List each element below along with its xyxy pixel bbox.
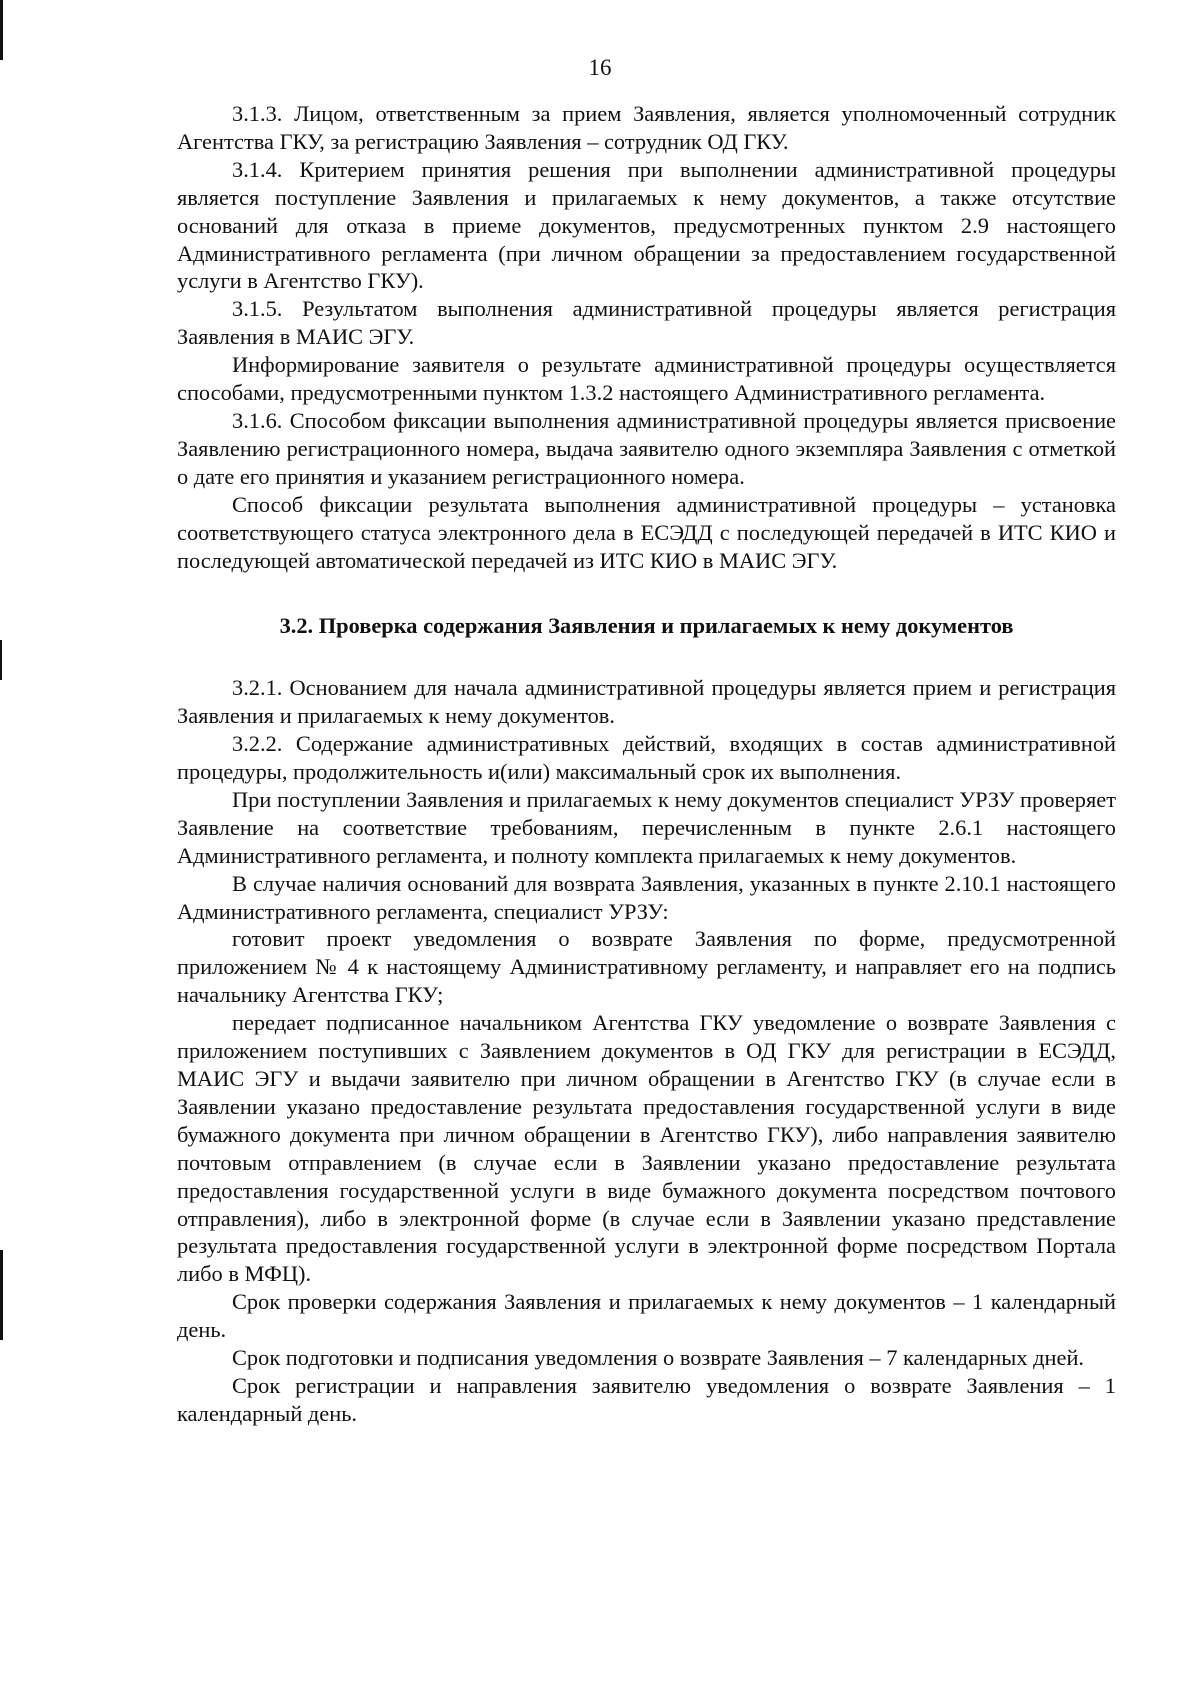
section-3-2-heading: 3.2. Проверка содержания Заявления и прилагаемых к нему документов (279, 613, 1014, 639)
paragraph-signing-deadline: Срок подготовки и подписания уведомления о возврате Заявления – 7 календарных дней. (232, 1345, 1085, 1371)
paragraph-3-2-1: 3.2.1. Основанием для начала административной процедуры является прием и регистрация Заявления и прилагаемых к нему документов. (177, 675, 1116, 729)
paragraph-3-2-2: 3.2.2. Содержание административных действий, входящих в состав административной процедуры, продолжительность и(или) максимальный срок их выполнения. (177, 731, 1116, 785)
paragraph-check-deadline: Срок проверки содержания Заявления и прилагаемых к нему документов – 1 календарный день. (177, 1289, 1116, 1343)
paragraph-registration-deadline: Срок регистрации и направления заявителю уведомления о возврате Заявления – 1 календарный день. (177, 1372, 1116, 1426)
paragraph-3-1-5: 3.1.5. Результатом выполнения административной процедуры является регистрация Заявления в МАИС ЭГУ. (177, 296, 1116, 350)
paragraph-3-1-4: 3.1.4. Критерием принятия решения при выполнении административной процедуры является поступление Заявления и прилагаемых к нему документов, а также отсутствие оснований для отказа в приеме документов, предусмотренных пунктом 2.9 настоящего Административного регламента (при личном обращении за предоставлением государственной услуги в Агентство ГКУ). (177, 156, 1116, 294)
scan-edge-mark (0, 1250, 3, 1340)
page-number: 16 (588, 55, 612, 80)
paragraph-3-1-3: 3.1.3. Лицом, ответственным за прием Заявления, является уполномоченный сотрудник Агентства ГКУ, за регистрацию Заявления – сотрудник ОД ГКУ. (177, 101, 1116, 154)
paragraph-transfers-notice: передает подписанное начальником Агентства ГКУ уведомление о возврате Заявления с приложением поступивших с Заявлением документов в ОД ГКУ для регистрации в ЕСЭДД, МАИС ЭГУ и выдачи заявителю при личном обращении в Агентство ГКУ (в случае если в Заявлении указано предоставление результата предоставления государственной услуги в виде бумажного документа при личном обращении в Агентство ГКУ), либо направления заявителю почтовым отправлением (в случае если в Заявлении указано предоставление результата предоставления государственной услуги в виде бумажного документа посредством почтового отправления), либо в электронной форме (в случае если в Заявлении указано представление результата предоставления государственной услуги в электронной форме посредством Портала либо в МФЦ). (177, 1010, 1116, 1287)
paragraph-informing: Информирование заявителя о результате административной процедуры осуществляется способами, предусмотренными пунктом 1.3.2 настоящего Административного регламента. (177, 352, 1116, 406)
paragraph-return-grounds: В случае наличия оснований для возврата Заявления, указанных в пункте 2.10.1 настоящего Административного регламента, специалист УРЗУ: (177, 870, 1116, 924)
scan-edge-mark (0, 0, 3, 60)
document-body (177, 100, 1116, 1428)
paragraph-fixation-method: Способ фиксации результата выполнения административной процедуры – установка соответствующего статуса электронного дела в ЕСЭДД с последующей передачей в ИТС КИО и последующей автоматической передачей из ИТС КИО в МАИС ЭГУ. (177, 491, 1116, 573)
scan-edge-mark (0, 640, 2, 680)
paragraph-3-1-6: 3.1.6. Способом фиксации выполнения административной процедуры является присвоение Заявлению регистрационного номера, выдача заявителю одного экземпляра Заявления с отметкой о дате его принятия и указанием регистрационного номера. (177, 407, 1116, 489)
paragraph-receipt-check: При поступлении Заявления и прилагаемых к нему документов специалист УРЗУ проверяет Заявление на соответствие требованиям, перечисленным в пункте 2.6.1 настоящего Административного регламента, и полноту комплекта прилагаемых к нему документов. (177, 786, 1116, 868)
paragraph-prepares-notice: готовит проект уведомления о возврате Заявления по форме, предусмотренной приложением № 4 к настоящему Административному регламенту, и направляет его на подпись начальнику Агентства ГКУ; (177, 926, 1116, 1008)
